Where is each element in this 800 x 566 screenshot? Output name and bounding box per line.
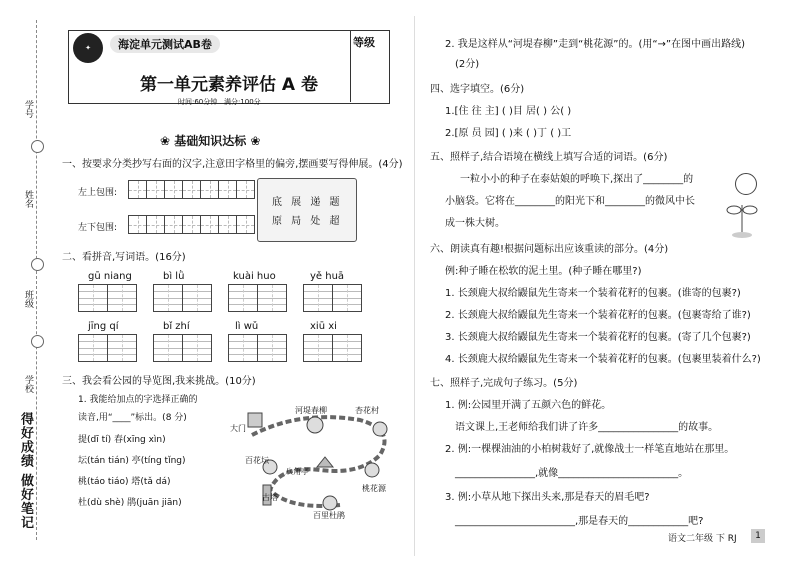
map-node-gate: 大门 bbox=[230, 424, 246, 433]
q4-2[interactable]: 2.[原 员 园] ( )来 ( )丁 ( )工 bbox=[445, 128, 572, 139]
pinyin-8: xiū xi bbox=[310, 321, 337, 332]
column-divider bbox=[414, 16, 415, 556]
q3-sub1-a: 1. 我能给加点的字选择正确的 bbox=[78, 395, 198, 405]
q3-2-score: (2分) bbox=[455, 59, 480, 70]
q5-line-2: 小脑袋。它将在________的阳光下和________的微风中长 bbox=[445, 196, 695, 207]
logo: ✦ bbox=[73, 33, 103, 63]
choice-row-1: 提(dī tí) 春(xīng xìn) bbox=[78, 435, 166, 445]
writing-grid-2[interactable] bbox=[128, 215, 254, 234]
choice-row-2: 坛(tán tián) 亭(tíng tǐng) bbox=[78, 456, 186, 466]
pinyin-box-3[interactable] bbox=[228, 284, 286, 312]
q6-example: 例:种子睡在松软的泥土里。(种子睡在哪里?) bbox=[445, 266, 642, 277]
section-banner: ❀ 基础知识达标 ❀ bbox=[160, 134, 261, 148]
side-label-name: 姓名 bbox=[23, 190, 33, 208]
map-node-willow: 河堤春柳 bbox=[295, 406, 327, 415]
footer-text: 语文二年级 下 RJ bbox=[668, 534, 737, 544]
choice-row-4: 杜(dù shè) 鹃(juān jiān) bbox=[78, 498, 182, 508]
question-6: 六、朗读真有趣!根据问题标出应该重读的部分。(4分) bbox=[430, 244, 669, 255]
q7-2-blank[interactable]: ________________,就像________________________。 bbox=[455, 468, 689, 479]
side-label-id: 学号 bbox=[23, 100, 33, 118]
binding-hole bbox=[31, 258, 44, 271]
q6-item-1[interactable]: 1. 长颈鹿大叔给鼹鼠先生寄来一个装着花籽的包裹。(谁寄的包裹?) bbox=[445, 288, 741, 299]
binding-line bbox=[36, 20, 37, 540]
choice-row-3: 桃(táo tiáo) 塔(tǎ dá) bbox=[78, 477, 171, 487]
q7-1: 1. 例:公园里开满了五颜六色的鲜花。 bbox=[445, 400, 612, 411]
pinyin-box-8[interactable] bbox=[303, 334, 361, 362]
q5-line-1: 一粒小小的种子在泰姑娘的呼唤下,探出了________的 bbox=[460, 174, 694, 185]
question-2: 二、看拼音,写词语。(16分) bbox=[62, 252, 186, 263]
q7-3-blank[interactable]: ________________________,那是春天的____________吧? bbox=[455, 516, 704, 527]
pinyin-box-7[interactable] bbox=[228, 334, 286, 362]
pinyin-box-4[interactable] bbox=[303, 284, 361, 312]
grade-label: 等级 bbox=[353, 36, 375, 49]
writing-grid-1[interactable] bbox=[128, 180, 254, 199]
exam-meta bbox=[178, 97, 261, 107]
section-banner-text: 基础知识达标 bbox=[174, 134, 247, 148]
question-5: 五、照样子,结合语境在横线上填写合适的词语。(6分) bbox=[430, 152, 668, 163]
q1-row1-label: 左上包围: bbox=[78, 188, 118, 198]
character-scroll bbox=[257, 178, 357, 242]
question-1: 一、按要求分类抄写右面的汉字,注意田字格里的偏旁,摆画要写得伸展。(4分) bbox=[62, 159, 403, 170]
q6-item-4[interactable]: 4. 长颈鹿大叔给鼹鼠先生寄来一个装着花籽的包裹。(包裹里装着什么?) bbox=[445, 354, 761, 365]
q1-row2-label: 左下包围: bbox=[78, 223, 118, 233]
scroll-line-1: 底 展 递 题 bbox=[272, 197, 343, 208]
map-node-flowerbed: 百花坛 bbox=[245, 456, 269, 465]
side-label-class: 班级 bbox=[23, 290, 33, 308]
map-node-azalea: 百里杜鹃 bbox=[313, 511, 345, 520]
pinyin-box-6[interactable] bbox=[153, 334, 211, 362]
map-node-pagoda: 古塔 bbox=[262, 493, 278, 502]
side-label-school: 学校 bbox=[23, 375, 33, 393]
question-7: 七、照样子,完成句子练习。(5分) bbox=[430, 378, 578, 389]
sprout-illustration bbox=[722, 195, 762, 240]
q3-sub1-b: 读音,用“____”标出。(8 分) bbox=[78, 413, 187, 423]
sun-illustration bbox=[735, 173, 757, 195]
score-label: 满分:100分 bbox=[223, 98, 261, 106]
map-node-peach: 桃花源 bbox=[362, 484, 386, 493]
q4-1[interactable]: 1.[住 往 主] ( )目 居( ) 公( ) bbox=[445, 106, 572, 117]
pinyin-7: lì wǔ bbox=[235, 321, 259, 332]
question-4: 四、选字填空。(6分) bbox=[430, 84, 525, 95]
side-motto: 得好成绩 做好笔记 bbox=[18, 412, 33, 530]
scroll-line-2: 原 局 处 超 bbox=[272, 216, 343, 227]
pinyin-box-2[interactable] bbox=[153, 284, 211, 312]
map-node-pavilion: 八角亭 bbox=[285, 467, 309, 476]
header-tag: 海淀单元测试AB卷 bbox=[110, 35, 220, 53]
q3-2: 2. 我是这样从“河堤春柳”走到“桃花源”的。(用“→”在图中画出路线) bbox=[445, 39, 745, 50]
pinyin-5: jīng qí bbox=[88, 321, 119, 332]
page-title: 第一单元素养评估 A 卷 bbox=[140, 75, 318, 95]
q6-item-3[interactable]: 3. 长颈鹿大叔给鼹鼠先生寄来一个装着花籽的包裹。(寄了几个包裹?) bbox=[445, 332, 751, 343]
pinyin-1: gū niang bbox=[88, 271, 132, 282]
pinyin-2: bì lǜ bbox=[163, 271, 185, 282]
q7-3: 3. 例:小草从地下探出头来,那是春天的眉毛吧? bbox=[445, 492, 650, 503]
time-label: 时间:60分钟 bbox=[178, 98, 218, 106]
pinyin-4: yě huā bbox=[310, 271, 345, 282]
pinyin-6: bǐ zhí bbox=[163, 321, 190, 332]
binding-hole bbox=[31, 335, 44, 348]
map-node-apricot: 杏花村 bbox=[355, 406, 379, 415]
pinyin-box-1[interactable] bbox=[78, 284, 136, 312]
q7-1-blank[interactable]: 语文课上,王老师给我们讲了许多________________的故事。 bbox=[455, 422, 719, 433]
page-number: 1 bbox=[751, 529, 765, 543]
q5-line-3: 成一株大树。 bbox=[445, 218, 505, 229]
q7-2: 2. 例:一棵棵油油的小柏树栽好了,就像战士一样笔直地站在那里。 bbox=[445, 444, 735, 455]
binding-hole bbox=[31, 140, 44, 153]
pinyin-box-5[interactable] bbox=[78, 334, 136, 362]
pinyin-3: kuài huo bbox=[233, 271, 276, 282]
q6-item-2[interactable]: 2. 长颈鹿大叔给鼹鼠先生寄来一个装着花籽的包裹。(包裹寄给了谁?) bbox=[445, 310, 751, 321]
question-3: 三、我会看公园的导览图,我来挑战。(10分) bbox=[62, 376, 256, 387]
